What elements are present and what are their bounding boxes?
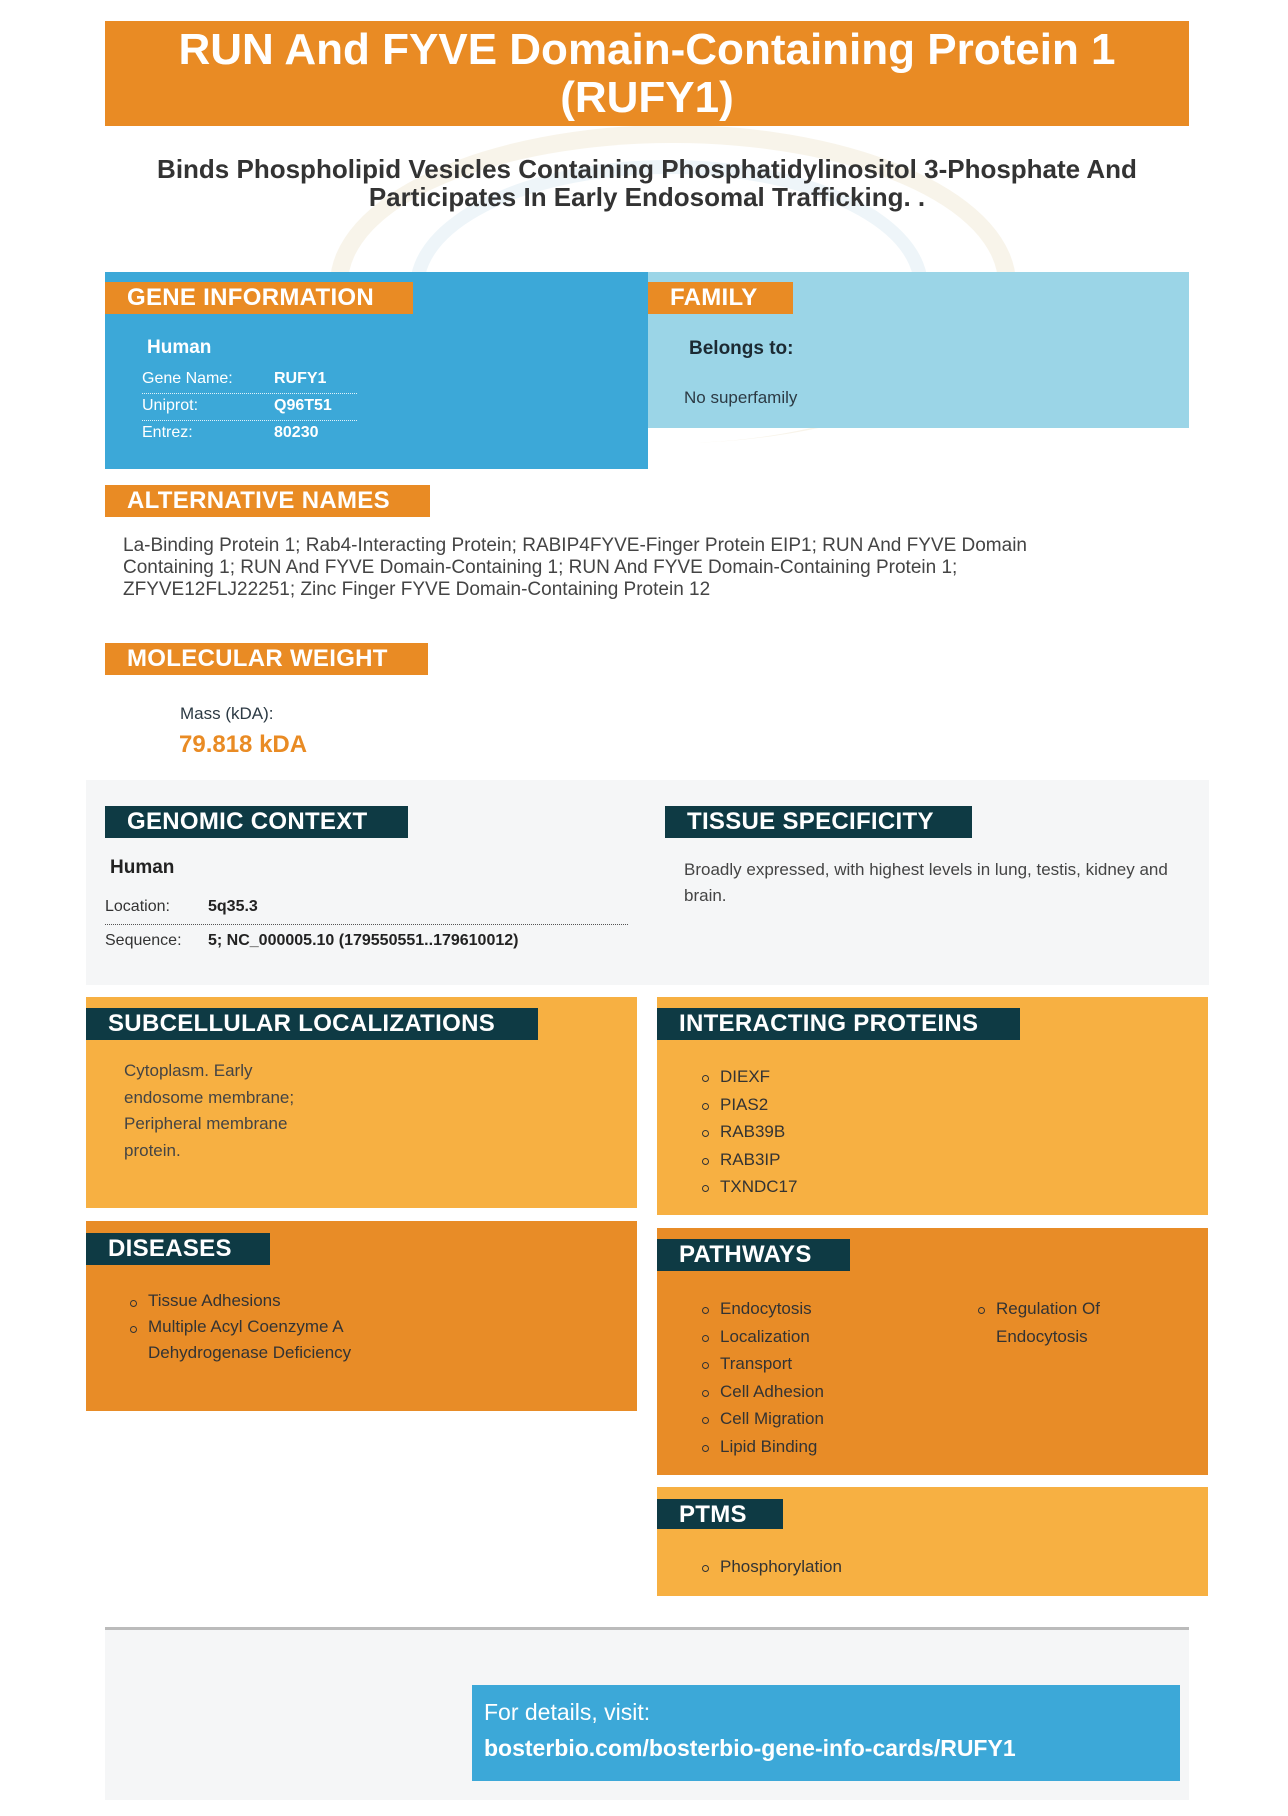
uniprot-value: Q96T51 <box>274 397 332 414</box>
gene-name-label: Gene Name: <box>142 370 233 387</box>
page-subtitle: Binds Phospholipid Vesicles Containing Phosphatidylinositol 3-Phosphate And Participates In Early Endosomal Trafficking. . <box>157 154 1137 212</box>
tissue-specificity-heading: TISSUE SPECIFICITY <box>665 806 972 838</box>
diseases-heading: DISEASES <box>86 1233 270 1265</box>
molecular-weight-heading: MOLECULAR WEIGHT <box>105 643 428 675</box>
list-item: Cell Migration <box>700 1405 824 1433</box>
entrez-value: 80230 <box>274 424 319 441</box>
gene-info-row <box>142 420 357 447</box>
gene-species: Human <box>147 337 212 358</box>
gene-info-row <box>142 393 357 421</box>
sequence-value: 5; NC_000005.10 (179550551..179610012) <box>208 932 519 949</box>
list-item: Regulation Of Endocytosis <box>976 1295 1126 1350</box>
list-item: Tissue Adhesions <box>128 1288 358 1314</box>
list-item: Phosphorylation <box>700 1553 842 1581</box>
title-line-1: RUN And FYVE Domain-Containing Protein 1 <box>178 24 1116 74</box>
subcellular-text: Cytoplasm. Early endosome membrane; Peripheral membrane protein. <box>124 1061 295 1160</box>
interacting-proteins-heading: INTERACTING PROTEINS <box>657 1008 1020 1040</box>
pathways-list-col2 <box>976 1295 1126 1350</box>
location-label: Location: <box>105 898 170 915</box>
details-label: For details, visit: <box>484 1699 651 1725</box>
mass-label: Mass (kDA): <box>180 704 274 723</box>
list-item: PIAS2 <box>700 1091 797 1119</box>
genomic-species: Human <box>110 857 175 878</box>
location-value: 5q35.3 <box>208 898 258 915</box>
list-item: Multiple Acyl Coenzyme A Dehydrogenase Deficiency <box>128 1314 358 1366</box>
diseases-list <box>128 1288 358 1366</box>
list-item: Endocytosis <box>700 1295 824 1323</box>
gene-information-heading: GENE INFORMATION <box>105 282 413 314</box>
list-item: DIEXF <box>700 1063 797 1091</box>
subcellular-heading: SUBCELLULAR LOCALIZATIONS <box>86 1008 538 1040</box>
family-heading: FAMILY <box>648 282 793 314</box>
sequence-label: Sequence: <box>105 932 182 949</box>
uniprot-label: Uniprot: <box>142 397 199 414</box>
sequence-row <box>105 928 628 956</box>
gene-name-value: RUFY1 <box>274 370 327 387</box>
entrez-label: Entrez: <box>142 424 193 441</box>
location-row <box>105 893 628 925</box>
list-item: Cell Adhesion <box>700 1378 824 1406</box>
family-value: No superfamily <box>684 388 798 407</box>
list-item: Localization <box>700 1323 824 1351</box>
list-item: Lipid Binding <box>700 1433 824 1461</box>
pathways-list-col1 <box>700 1295 824 1460</box>
details-box <box>472 1685 1180 1781</box>
list-item: RAB39B <box>700 1118 797 1146</box>
family-belongs-label: Belongs to: <box>689 338 794 359</box>
details-link[interactable]: bosterbio.com/bosterbio-gene-info-cards/RUFY1 <box>484 1735 1016 1761</box>
pathways-heading: PATHWAYS <box>657 1239 850 1271</box>
interacting-proteins-list <box>700 1063 797 1201</box>
ptms-list <box>700 1553 842 1581</box>
list-item: Transport <box>700 1350 824 1378</box>
tissue-specificity-text: Broadly expressed, with highest levels in lung, testis, kidney and brain. <box>684 860 1168 905</box>
alternative-names-text: La-Binding Protein 1; Rab4-Interacting Protein; RABIP4FYVE-Finger Protein EIP1; RUN And FYVE Domain Containing 1; RUN And FYVE Domain-Containing 1; RUN And FYVE Domain-Containing Protein 1; ZFYVE12FLJ22251; Zinc Finger FYVE Domain-Containing Protein 12 <box>123 535 1027 600</box>
gene-info-row <box>142 366 357 394</box>
alternative-names-heading: ALTERNATIVE NAMES <box>105 485 430 517</box>
page-title <box>105 21 1189 126</box>
ptms-heading: PTMS <box>657 1499 783 1529</box>
list-item: RAB3IP <box>700 1146 797 1174</box>
genomic-context-heading: GENOMIC CONTEXT <box>105 806 408 838</box>
mass-value: 79.818 kDA <box>179 731 308 758</box>
title-line-2: (RUFY1) <box>560 72 734 122</box>
list-item: TXNDC17 <box>700 1173 797 1201</box>
